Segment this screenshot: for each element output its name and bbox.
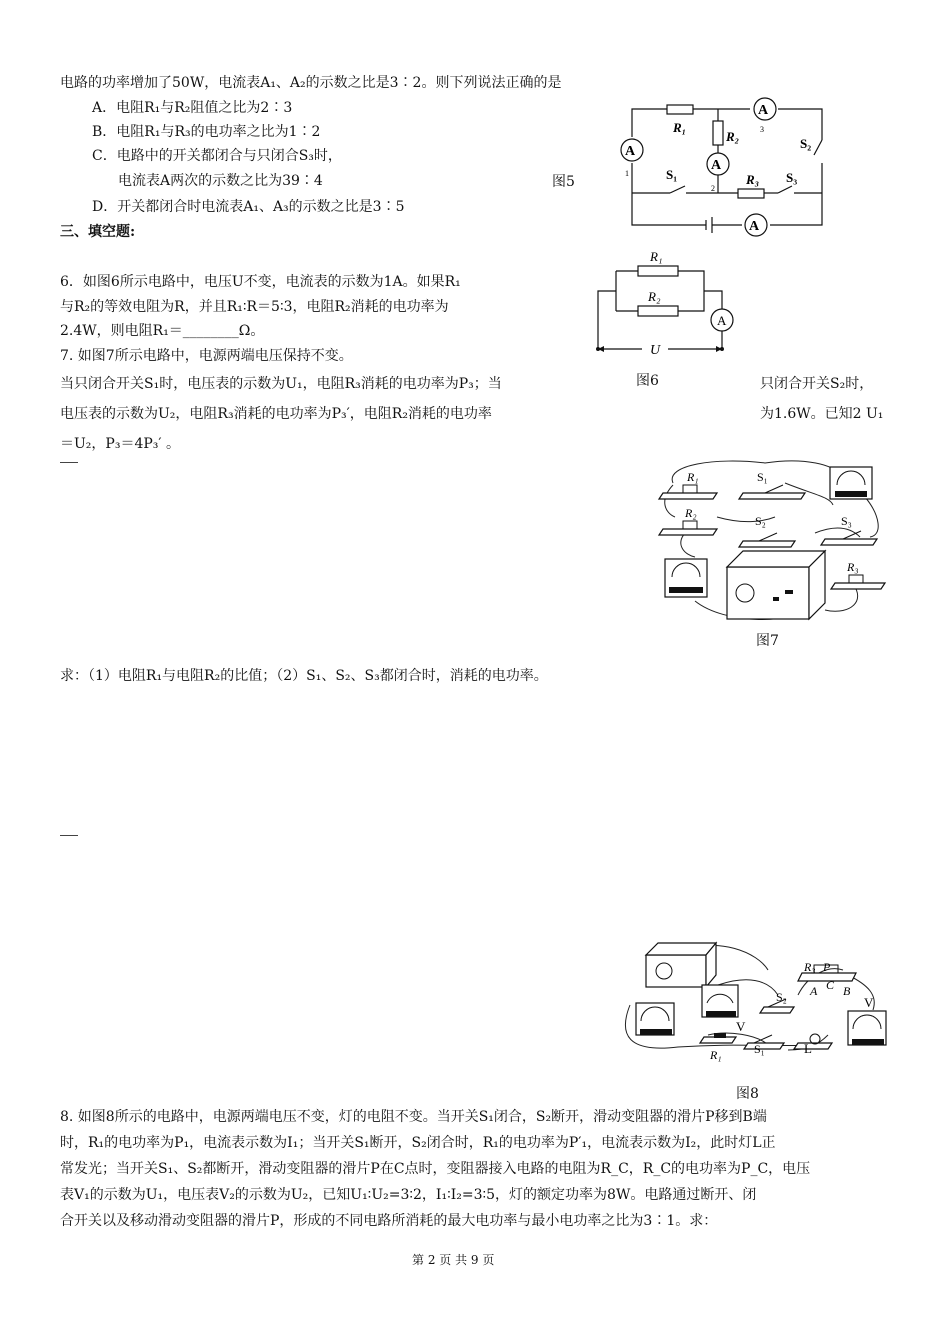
- figure-8-caption: 图8: [736, 1086, 759, 1102]
- figure-6-caption: 图6: [636, 373, 659, 389]
- fig5-ammeter-2-label: A: [711, 158, 722, 173]
- q7-right-fragment-2: 为1.6W。已知2 U₁: [760, 406, 884, 422]
- q5-option-a: A．电阻R₁与R₂阻值之比为2∶3: [92, 100, 293, 116]
- q6-line-2: 与R₂的等效电阻为R，并且R₁∶R＝5∶3，电阻R₂消耗的电功率为: [60, 299, 449, 315]
- fig6-r2-label: R₂: [648, 289, 661, 304]
- fig5-r3-label: R₃: [746, 172, 760, 187]
- stray-mark: [60, 462, 78, 463]
- fig5-s2-label: S₂: [800, 136, 812, 151]
- fig8-s1-label: S₁: [754, 1042, 765, 1056]
- q7-line-1: 7. 如图7所示电路中，电源两端电压保持不变。: [60, 348, 353, 364]
- fig8-lamp-label: L: [804, 1041, 812, 1056]
- q7-question: 求：（1）电阻R₁与电阻R₂的比值；（2）S₁、S₂、S₃都闭合时，消耗的电功率。: [60, 668, 548, 684]
- fig7-s3-label: S₃: [841, 514, 852, 528]
- fig8-s2-label: S₂: [776, 990, 787, 1004]
- fig5-ammeter-2-index: 2: [711, 184, 715, 193]
- fig6-voltage-label: U: [650, 343, 661, 358]
- q5-intro: 电路的功率增加了50W，电流表A₁、A₂的示数之比是3∶2。则下列说法正确的是: [60, 75, 562, 91]
- q5-option-b: B．电阻R₁与R₃的电功率之比为1∶2: [92, 124, 321, 140]
- fig5-ammeter-main-label: A: [749, 219, 760, 234]
- fig8-p-label: P: [823, 960, 831, 974]
- q8-line-4: 表V₁的示数为U₁，电压表V₂的示数为U₂，已知U₁∶U₂=3∶2，I₁∶I₂=3∶5，灯的额定功率为8W。电路通过断开、闭: [60, 1187, 757, 1203]
- fig5-ammeter-3-label: A: [758, 103, 769, 118]
- fig5-r1-label: R₁: [673, 120, 687, 135]
- section-title: 三、填空题:: [60, 224, 136, 240]
- fig5-s1-label: S₁: [666, 167, 678, 182]
- q7-line-4: ＝U₂，P₃＝4P₃′ 。: [60, 436, 181, 452]
- fig8-r1-label: R₁: [710, 1048, 722, 1062]
- fig7-s1-label: S₁: [757, 470, 768, 484]
- figure-5-circuit: [610, 95, 830, 240]
- q7-line-3: 电压表的示数为U₂，电阻R₃消耗的电功率为P₃′，电阻R₂消耗的电功率: [60, 406, 492, 422]
- fig5-s3-label: S₃: [786, 170, 798, 185]
- fig8-r3-label: R₃: [804, 960, 816, 974]
- q6-line-3: 2.4W，则电阻R₁＝________Ω。: [60, 323, 265, 339]
- fig5-ammeter-1-label: A: [625, 144, 636, 159]
- q8-line-1: 8. 如图8所示的电路中，电源两端电压不变，灯的电阻不变。当开关S₁闭合，S₂断开，滑动变阻器的滑片P移到B端: [60, 1109, 767, 1125]
- fig7-r1-label: R₁: [687, 470, 699, 484]
- q8-line-3: 常发光；当开关S₁、S₂都断开，滑动变阻器的滑片P在C点时，变阻器接入电路的电阻为R_C，R_C的电功率为P_C，电压: [60, 1161, 811, 1177]
- fig7-s2-label: S₂: [755, 514, 766, 528]
- fig5-r2-label: R₂: [726, 129, 740, 144]
- fig6-ammeter-label: A: [717, 313, 727, 328]
- q7-line-2: 当只闭合开关S₁时，电压表的示数为U₁，电阻R₃消耗的电功率为P₃；当: [60, 376, 502, 392]
- fig5-ammeter-1-index: 1: [625, 169, 629, 178]
- fig7-r3-label: R₃: [847, 560, 859, 574]
- q5-option-c: C．电路中的开关都闭合与只闭合S₃时，: [92, 148, 342, 164]
- q5-option-c-cont: 电流表A两次的示数之比为39∶4: [118, 173, 323, 189]
- q8-line-2: 时，R₁的电功率为P₁，电流表示数为I₁；当开关S₁断开，S₂闭合时，R₁的电功率为P′₁，电流表示数为I₂，此时灯L正: [60, 1135, 776, 1151]
- fig8-c-label: C: [826, 978, 835, 992]
- figure-6-circuit: [590, 245, 740, 360]
- fig8-v1-label: V: [736, 1019, 746, 1034]
- fig7-r2-label: R₂: [685, 506, 697, 520]
- figure-8-apparatus: [618, 935, 898, 1075]
- fig8-v2-label: V: [864, 995, 874, 1010]
- fig8-b-label: B: [843, 984, 851, 998]
- figure-7-caption: 图7: [756, 633, 779, 649]
- figure-7-apparatus: [655, 455, 895, 630]
- q5-option-d: D．开关都闭合时电流表A₁、A₃的示数之比是3∶5: [92, 199, 405, 215]
- stray-mark-2: [60, 835, 78, 836]
- q7-right-fragment-1: 只闭合开关S₂时，: [760, 376, 874, 392]
- q8-line-5: 合开关以及移动滑动变阻器的滑片P，形成的不同电路所消耗的最大电功率与最小电功率之比为3∶1。求：: [60, 1213, 718, 1229]
- figure-5-caption: 图5: [552, 174, 575, 190]
- fig8-a-label: A: [810, 984, 818, 998]
- fig6-r1-label: R₁: [650, 249, 663, 264]
- fig5-ammeter-3-index: 3: [760, 125, 764, 134]
- q6-line-1: 6．如图6所示电路中，电压U不变，电流表的示数为1A。如果R₁: [60, 274, 461, 290]
- page-footer: 第 2 页 共 9 页: [412, 1253, 495, 1267]
